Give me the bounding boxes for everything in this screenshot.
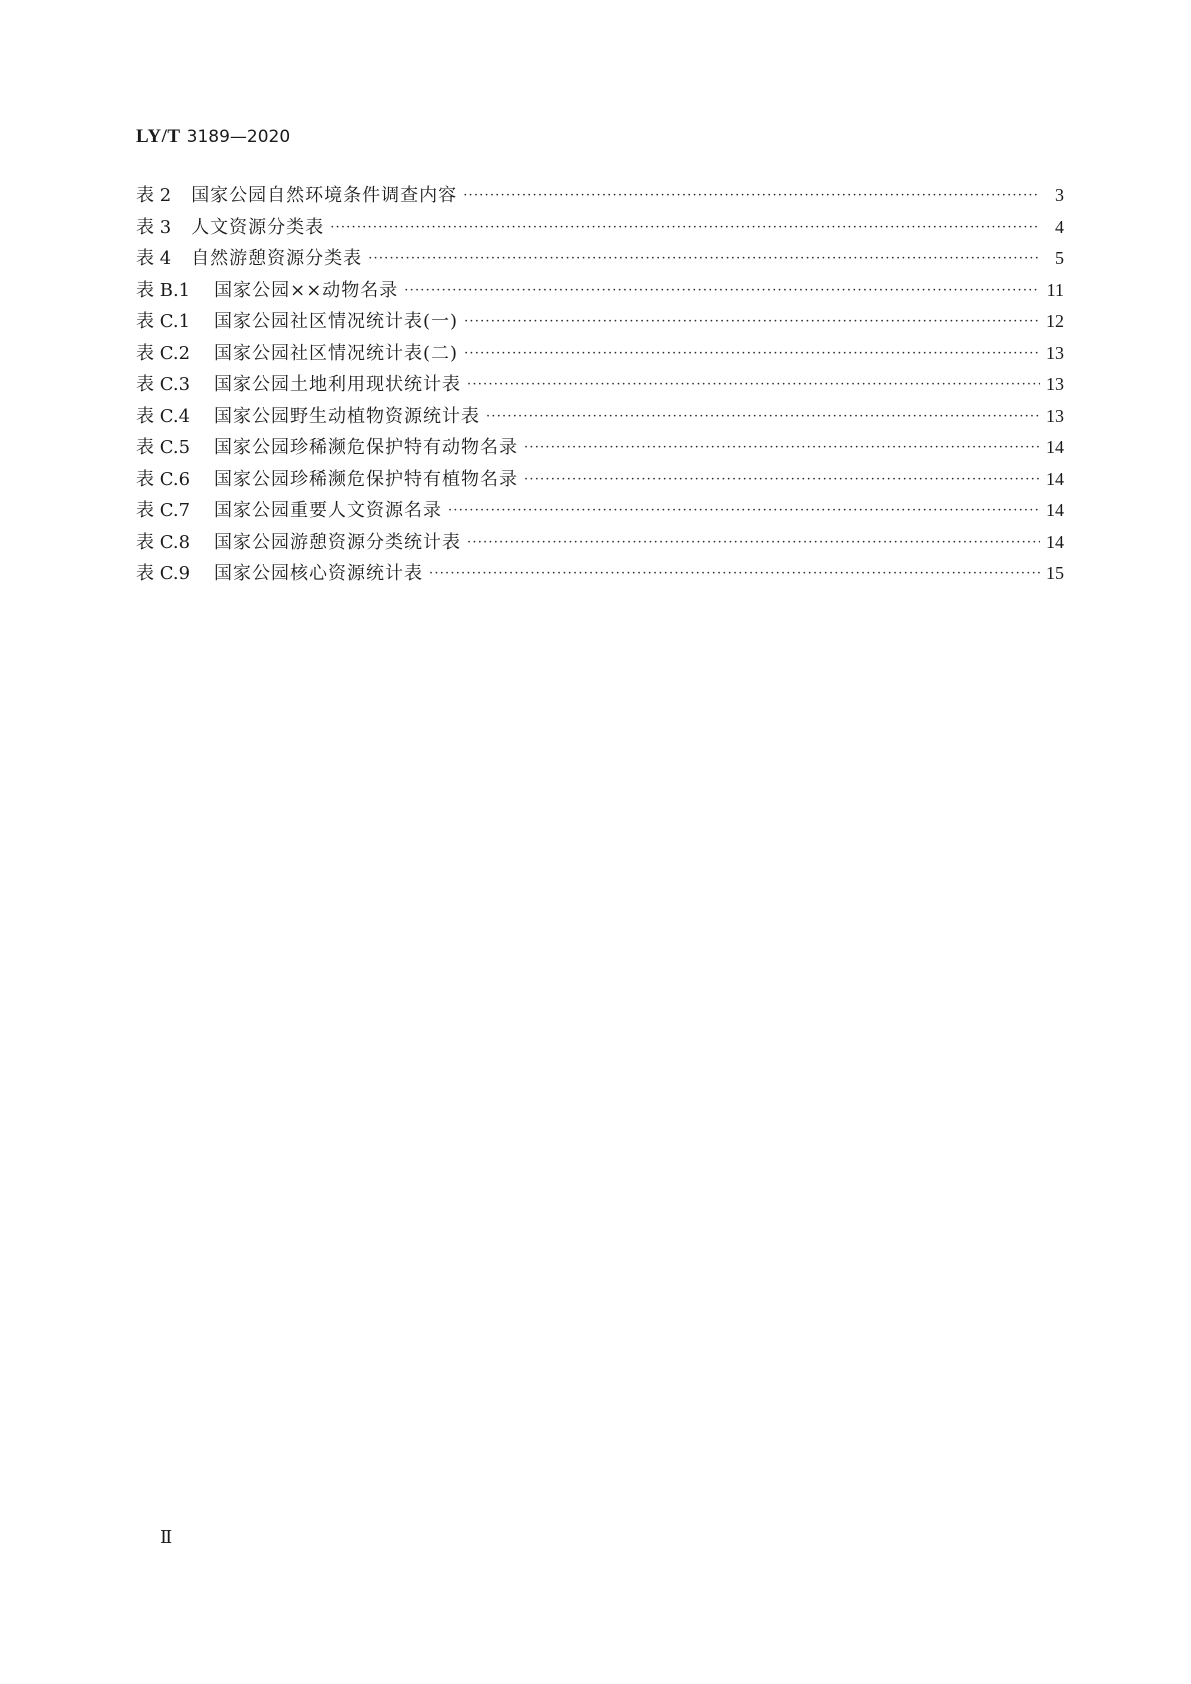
toc-entry-page: 11 xyxy=(1046,279,1064,300)
table-of-tables xyxy=(136,180,1064,590)
toc-entry-number: 表 3 xyxy=(136,216,172,238)
toc-entry-title: 国家公园土地利用现状统计表 xyxy=(214,374,462,395)
toc-leader-dots xyxy=(524,432,1040,464)
toc-entry-title: 国家公园野生动植物资源统计表 xyxy=(214,405,481,427)
toc-entry-number: 表 C.4 xyxy=(136,405,191,427)
toc-entry-number: 表 C.3 xyxy=(136,374,191,395)
toc-entry-page: 14 xyxy=(1046,437,1064,457)
toc-entry-title: 国家公园珍稀濒危保护特有动物名录 xyxy=(214,437,519,458)
toc-entry-page: 13 xyxy=(1046,374,1064,394)
toc-leader-dots xyxy=(448,495,1040,527)
toc-leader-dots xyxy=(524,464,1040,496)
toc-entry[interactable] xyxy=(136,243,1064,275)
toc-entry[interactable] xyxy=(136,401,1064,433)
toc-entry-title: 国家公园重要人文资源名录 xyxy=(214,500,443,521)
toc-entry[interactable] xyxy=(136,180,1064,212)
toc-entry-number: 表 4 xyxy=(136,248,172,269)
toc-entry-number: 表 C.9 xyxy=(136,563,191,584)
toc-entry-title: 国家公园游憩资源分类统计表 xyxy=(214,531,462,553)
toc-entry-title: 国家公园珍稀濒危保护特有植物名录 xyxy=(214,468,519,490)
toc-entry[interactable] xyxy=(136,527,1064,559)
toc-entry[interactable] xyxy=(136,338,1064,370)
toc-entry-page: 4 xyxy=(1055,216,1064,237)
toc-entry[interactable] xyxy=(136,306,1064,338)
standard-prefix: LY/T xyxy=(136,126,181,147)
toc-entry-page: 5 xyxy=(1055,248,1064,268)
toc-leader-dots xyxy=(464,338,1040,370)
toc-entry[interactable] xyxy=(136,558,1064,590)
toc-entry-number: 表 2 xyxy=(136,185,172,206)
toc-entry-number: 表 C.8 xyxy=(136,531,191,553)
toc-entry[interactable] xyxy=(136,212,1064,244)
toc-leader-dots xyxy=(464,306,1040,338)
toc-entry-title: 国家公园社区情况统计表(一) xyxy=(214,311,459,332)
toc-entry-number: 表 C.6 xyxy=(136,468,191,490)
toc-entry[interactable] xyxy=(136,464,1064,496)
toc-entry-number: 表 C.2 xyxy=(136,342,191,364)
toc-entry-title: 国家公园××动物名录 xyxy=(214,279,399,301)
toc-entry[interactable] xyxy=(136,369,1064,401)
toc-entry-title: 国家公园核心资源统计表 xyxy=(214,563,424,584)
toc-leader-dots xyxy=(486,401,1040,433)
toc-entry-page: 13 xyxy=(1046,405,1064,426)
toc-entry-number: 表 B.1 xyxy=(136,279,191,301)
page-number: Ⅱ xyxy=(160,1527,173,1547)
toc-entry[interactable] xyxy=(136,495,1064,527)
toc-entry-page: 3 xyxy=(1055,185,1064,205)
toc-entry-page: 13 xyxy=(1046,342,1064,363)
toc-entry-number: 表 C.1 xyxy=(136,311,191,332)
standard-number: 3189—2020 xyxy=(186,127,291,147)
toc-entry-title: 国家公园社区情况统计表(二) xyxy=(214,342,459,364)
toc-entry-page: 14 xyxy=(1046,468,1064,489)
toc-entry-page: 14 xyxy=(1046,500,1064,520)
toc-entry-number: 表 C.7 xyxy=(136,500,191,521)
toc-leader-dots xyxy=(368,243,1040,275)
standard-code-header xyxy=(136,124,290,149)
toc-leader-dots xyxy=(463,180,1040,212)
toc-leader-dots xyxy=(404,275,1040,307)
toc-entry-page: 14 xyxy=(1046,531,1064,552)
toc-leader-dots xyxy=(467,369,1040,401)
toc-leader-dots xyxy=(429,558,1040,590)
toc-entry-page: 12 xyxy=(1046,311,1064,331)
toc-entry[interactable] xyxy=(136,432,1064,464)
toc-entry-title: 国家公园自然环境条件调查内容 xyxy=(191,185,458,206)
toc-leader-dots xyxy=(467,527,1040,559)
toc-entry[interactable] xyxy=(136,275,1064,307)
toc-entry-title: 自然游憩资源分类表 xyxy=(191,248,363,269)
toc-entry-page: 15 xyxy=(1046,563,1064,583)
toc-entry-number: 表 C.5 xyxy=(136,437,191,458)
toc-entry-title: 人文资源分类表 xyxy=(191,216,325,238)
toc-leader-dots xyxy=(330,212,1040,244)
